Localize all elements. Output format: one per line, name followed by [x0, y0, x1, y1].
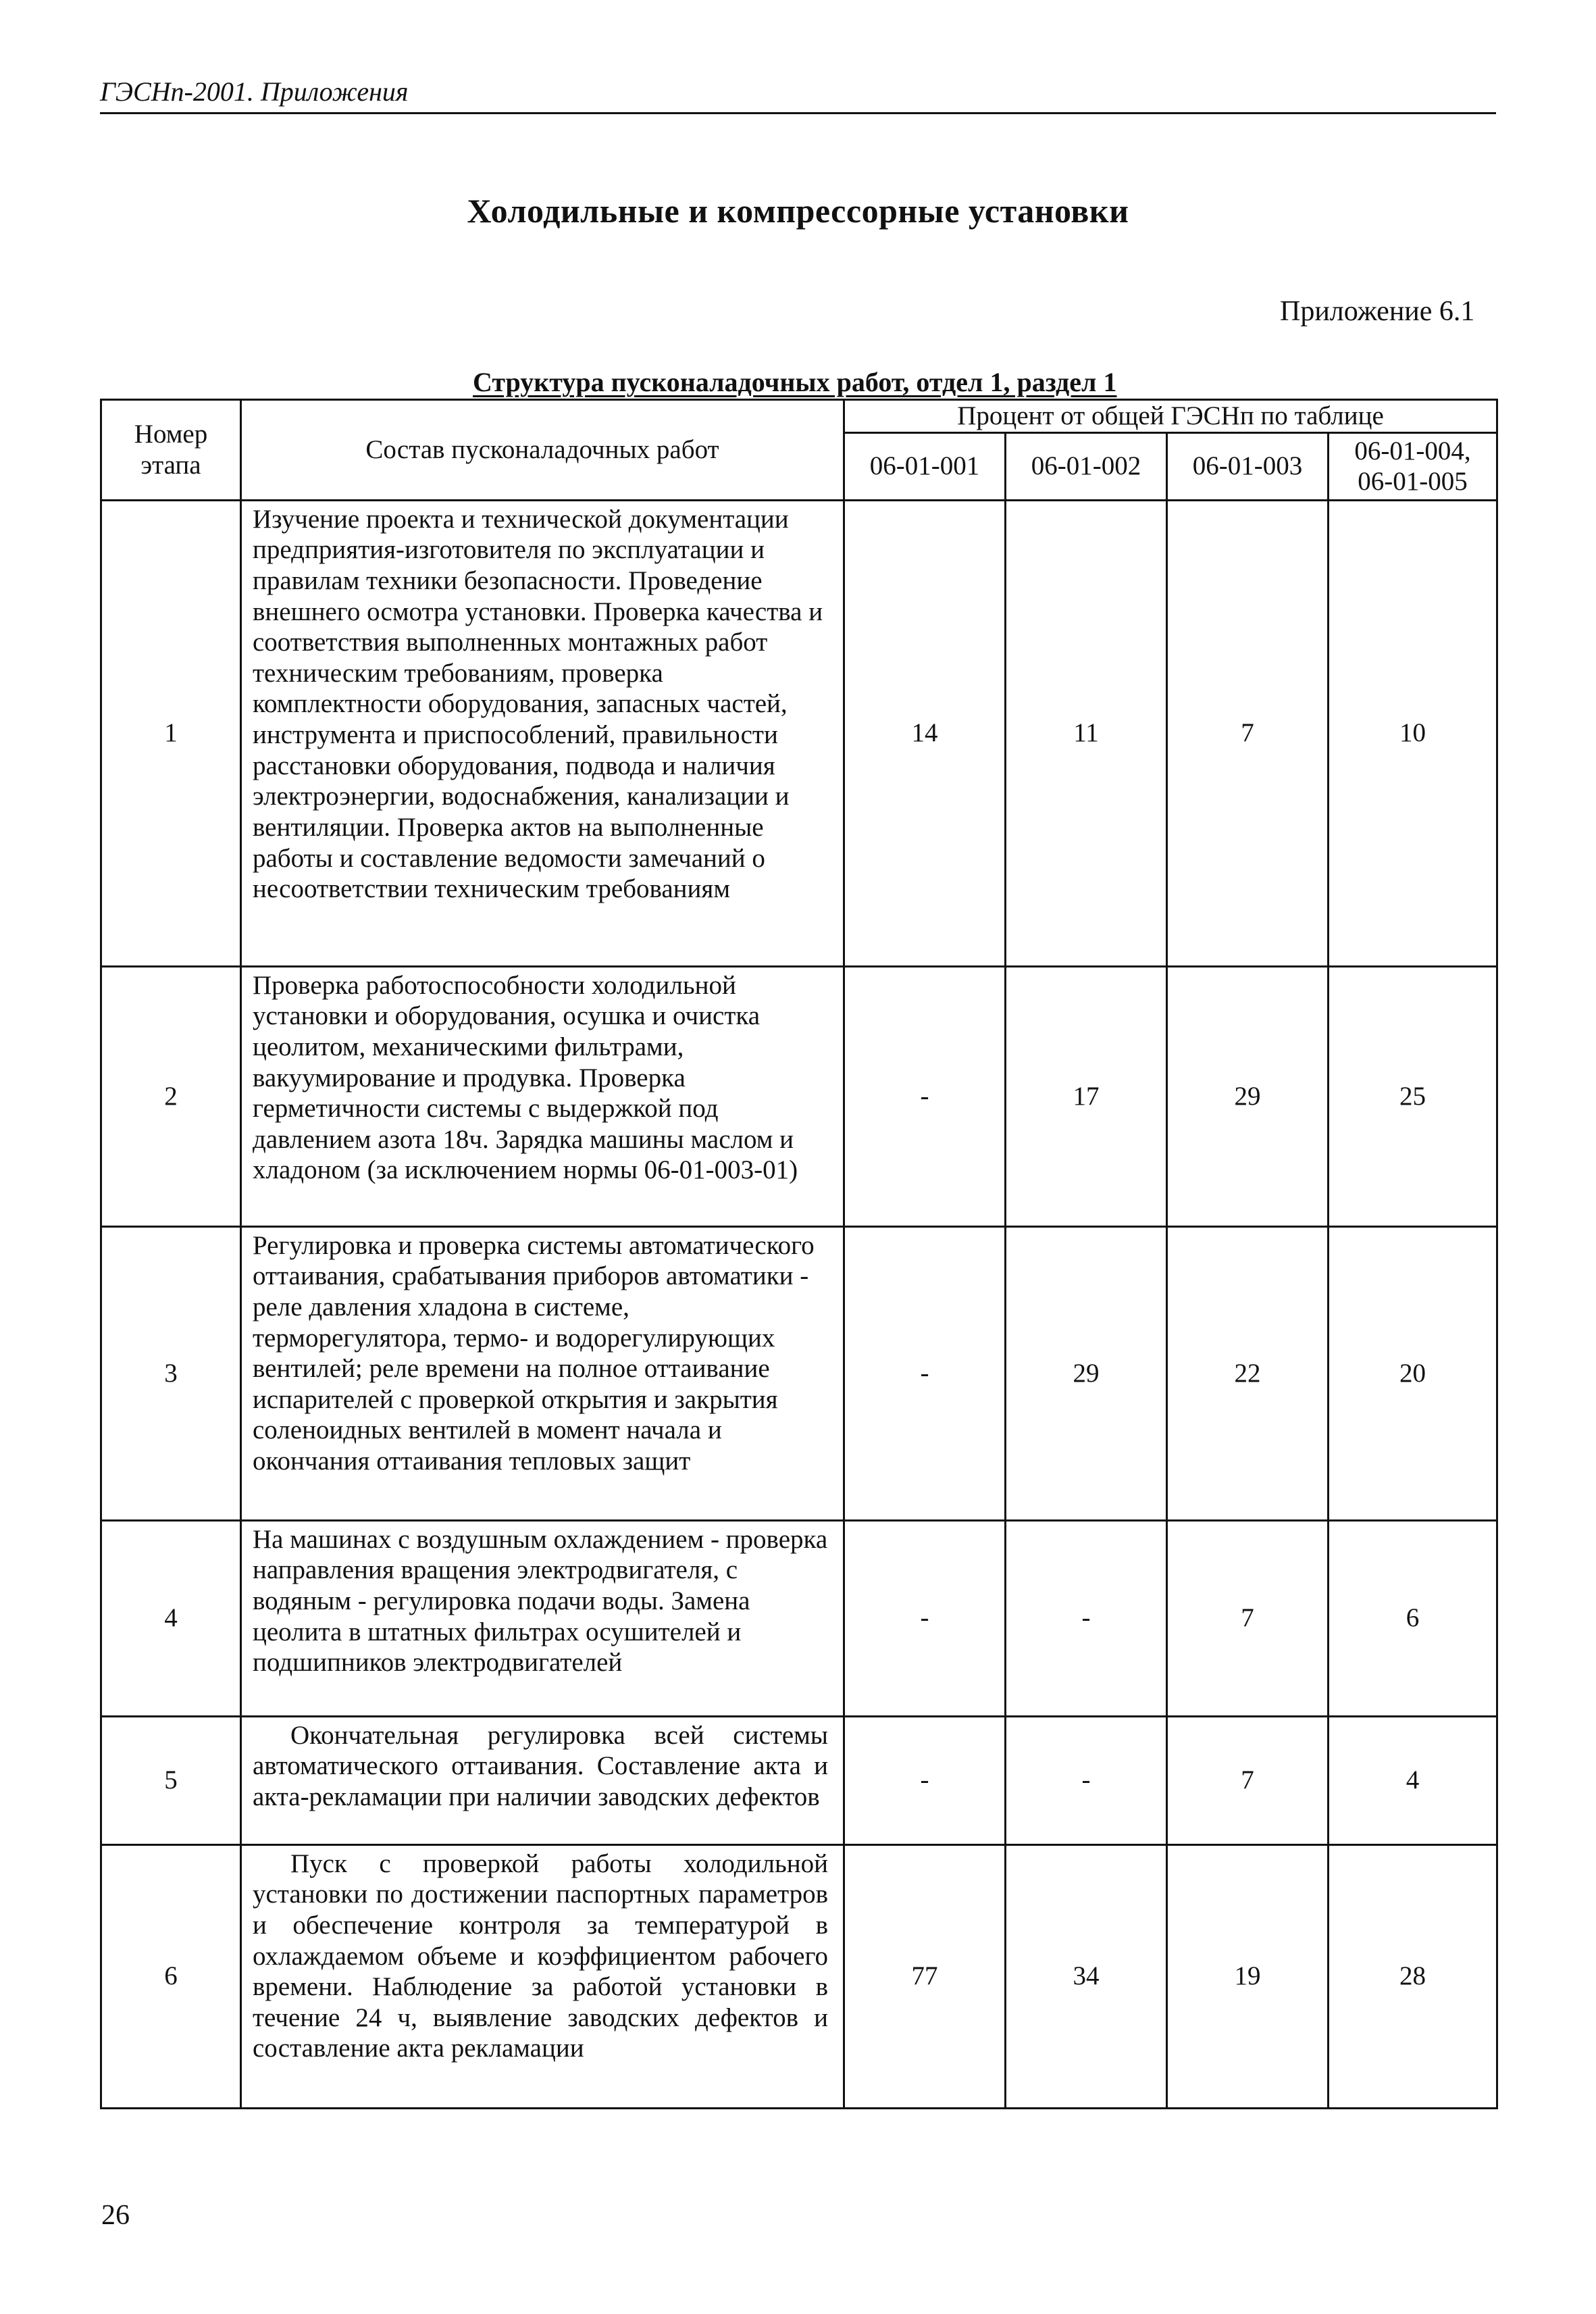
table-row [101, 1844, 1497, 2108]
table-row [101, 966, 1497, 1226]
appendix-label: Приложение 6.1 [1280, 296, 1475, 327]
percent-06-01-001: - [844, 1716, 1006, 1844]
stage-number: 5 [101, 1716, 241, 1844]
percent-06-01-004-005: 25 [1329, 966, 1497, 1226]
percent-06-01-002: 29 [1006, 1226, 1167, 1520]
header-table-06-01-004-005: 06-01-004, 06-01-005 [1329, 432, 1497, 500]
work-description: Изучение проекта и технической документации предприятия-изготовителя по эксплуатации и правилам техники безопасности. Проведение внешнего осмотра установки. Проверка качества и соответствия выполненных монтажных работ техническим требованиям, проверка комплектности оборудования, запасных частей, инструмента и приспособлений, правильности расстановки оборудования, подвода и наличия электроэнергии, водоснабжения, канализации и вентиляции. Проверка актов на выполненные работы и составление ведомости замечаний о несоответствии техническим требованиям [241, 500, 844, 966]
header-table-06-01-003: 06-01-003 [1167, 432, 1329, 500]
header-table-06-01-001: 06-01-001 [844, 432, 1006, 500]
work-description-text: Окончательная регулировка всей системы автоматического оттаивания. Составление акта и акта-рекламации при наличии заводских дефектов [253, 1720, 828, 1811]
header-stage-number: Номер этапа [101, 400, 241, 501]
stage-number: 1 [101, 500, 241, 966]
works-structure-table [100, 399, 1498, 2109]
running-head: ГЭСНп-2001. Приложения [100, 76, 409, 107]
work-description [241, 1844, 844, 2108]
percent-06-01-004-005: 4 [1329, 1716, 1497, 1844]
percent-06-01-001: 77 [844, 1844, 1006, 2108]
percent-06-01-003: 7 [1167, 1716, 1329, 1844]
percent-06-01-004-005: 28 [1329, 1844, 1497, 2108]
percent-06-01-001: - [844, 966, 1006, 1226]
header-work-composition: Состав пусконаладочных работ [241, 400, 844, 501]
percent-06-01-003: 7 [1167, 500, 1329, 966]
stage-number: 2 [101, 966, 241, 1226]
table-row [101, 500, 1497, 966]
percent-06-01-002: 17 [1006, 966, 1167, 1226]
percent-06-01-004-005: 20 [1329, 1226, 1497, 1520]
work-description: На машинах с воздушным охлаждением - проверка направления вращения электродвигателя, с водяным - регулировка подачи воды. Замена цеолита в штатных фильтрах осушителей и подшипников электродвигателей [241, 1520, 844, 1716]
page-number: 26 [101, 2200, 130, 2231]
table-row [101, 1716, 1497, 1844]
document-title: Холодильные и компрессорные установки [467, 192, 1129, 230]
percent-06-01-001: - [844, 1226, 1006, 1520]
percent-06-01-002: 11 [1006, 500, 1167, 966]
table-caption: Структура пусконаладочных работ, отдел 1, раздел 1 [473, 367, 1117, 397]
percent-06-01-002: 34 [1006, 1844, 1167, 2108]
stage-number: 3 [101, 1226, 241, 1520]
header-percent-group: Процент от общей ГЭСНп по таблице [844, 400, 1497, 433]
work-description: Регулировка и проверка системы автоматического оттаивания, срабатывания приборов автоматики - реле давления хладона в системе, терморегулятора, термо- и водорегулирующих вентилей; реле времени на полное оттаивание испарителей с проверкой открытия и закрытия соленоидных вентилей в момент начала и окончания оттаивания тепловых защит [241, 1226, 844, 1520]
percent-06-01-003: 19 [1167, 1844, 1329, 2108]
work-description-text: Пуск с проверкой работы холодильной установки по достижении паспортных параметров и обеспечение контроля за температурой в охлаждаемом объеме и коэффициентом рабочего времени. Наблюдение за работой установки в течение 24 ч, выявление заводских дефектов и составление акта рекламации [253, 1848, 828, 2063]
stage-number: 6 [101, 1844, 241, 2108]
percent-06-01-004-005: 10 [1329, 500, 1497, 966]
table-row [101, 1226, 1497, 1520]
percent-06-01-003: 29 [1167, 966, 1329, 1226]
work-description [241, 1716, 844, 1844]
percent-06-01-002: - [1006, 1716, 1167, 1844]
percent-06-01-003: 7 [1167, 1520, 1329, 1716]
table-row [101, 1520, 1497, 1716]
percent-06-01-003: 22 [1167, 1226, 1329, 1520]
percent-06-01-002: - [1006, 1520, 1167, 1716]
percent-06-01-004-005: 6 [1329, 1520, 1497, 1716]
percent-06-01-001: - [844, 1520, 1006, 1716]
stage-number: 4 [101, 1520, 241, 1716]
header-rule [100, 112, 1496, 114]
work-description: Проверка работоспособности холодильной установки и оборудования, осушка и очистка цеолитом, механическими фильтрами, вакуумирование и продувка. Проверка герметичности системы с выдержкой под давлением азота 18ч. Зарядка машины маслом и хладоном (за исключением нормы 06-01-003-01) [241, 966, 844, 1226]
percent-06-01-001: 14 [844, 500, 1006, 966]
header-table-06-01-002: 06-01-002 [1006, 432, 1167, 500]
table-header-row [101, 400, 1497, 433]
